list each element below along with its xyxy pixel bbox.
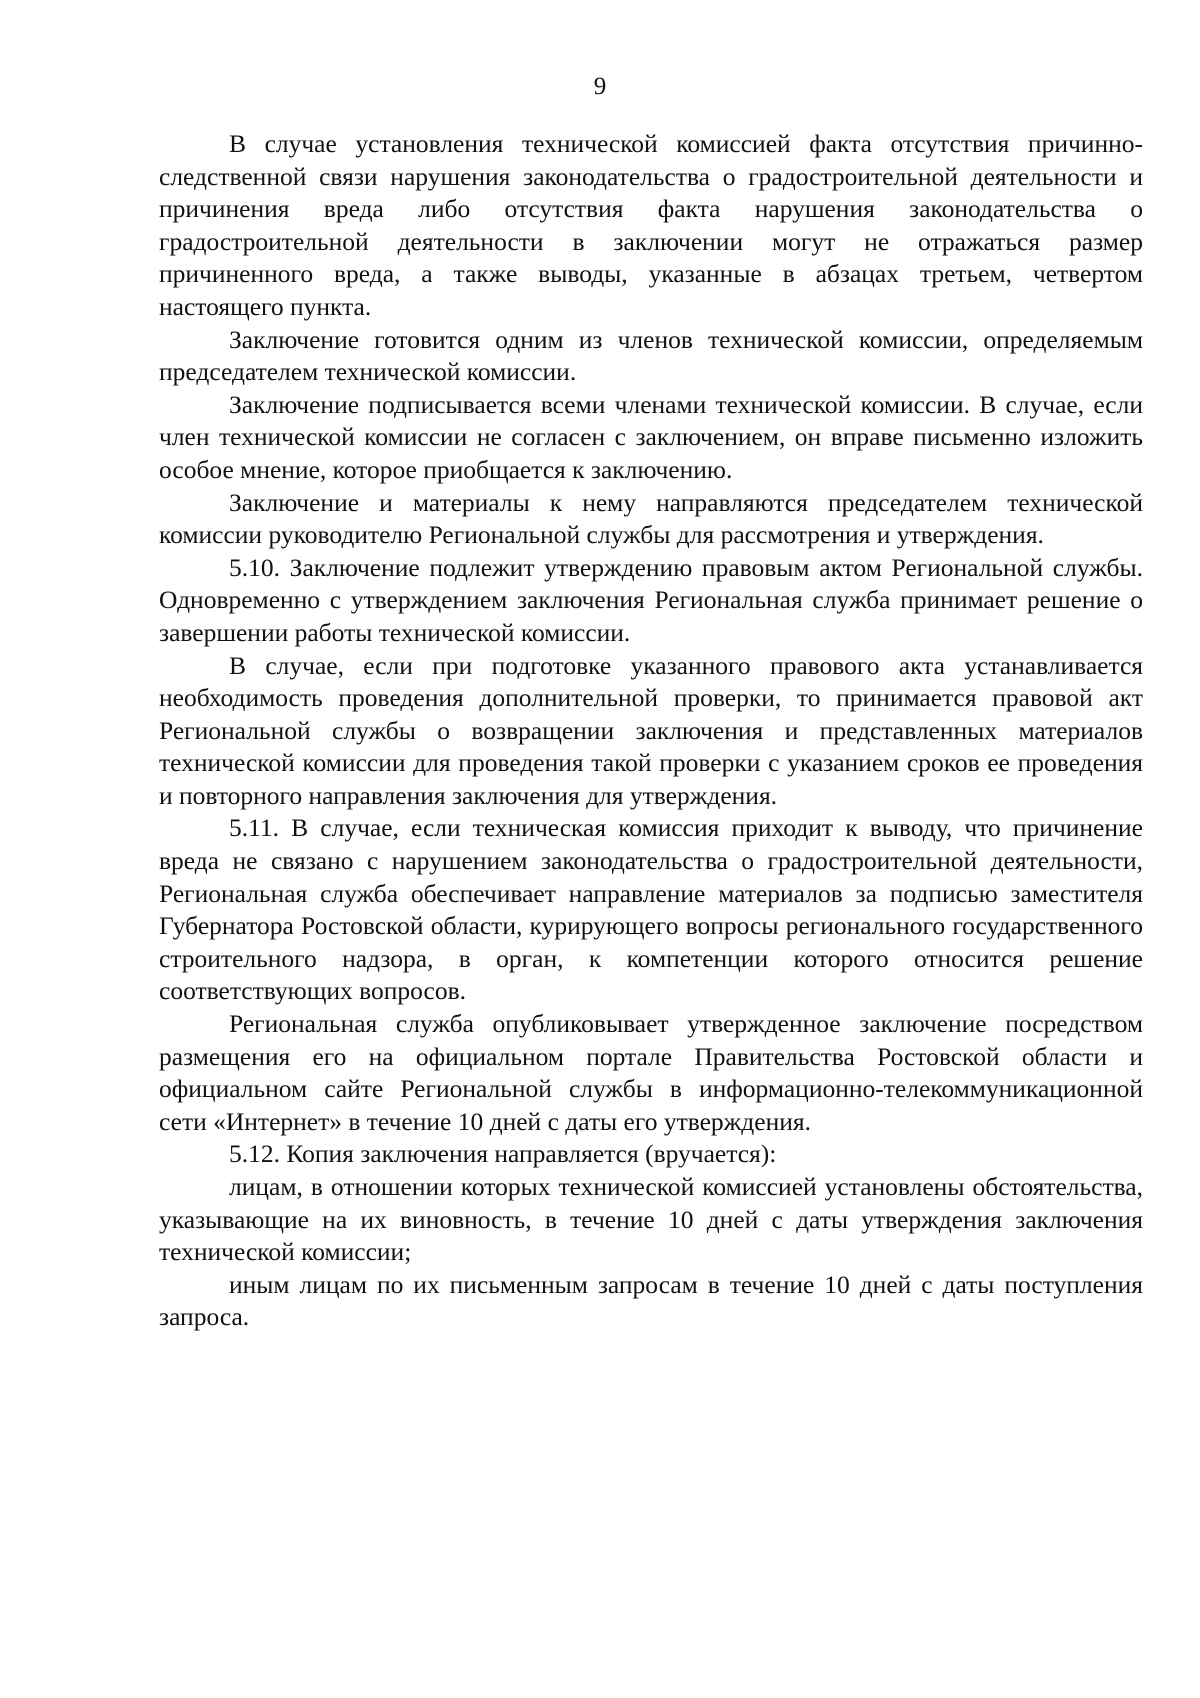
page-number: 9: [593, 73, 607, 100]
paragraph-5-11: 5.11. В случае, если техническая комиссия приходит к выводу, что причинение вреда не связано с нарушением законодательства о градостроительной деятельности, Региональная служба обеспечивает направление материалов за подписью заместителя Губернатора Ростовской области, курирующего вопросы регионального государственного строительного надзора, в орган, к компетенции которого относится решение соответствующих вопросов.: [159, 813, 1143, 1006]
paragraph-conclusion-signed: Заключение подписывается всеми членами технической комиссии. В случае, если член технической комиссии не согласен с заключением, он вправе письменно изложить особое мнение, которое приобщается к заключению.: [159, 389, 1143, 484]
paragraph-conclusion-sent: Заключение и материалы к нему направляются председателем технической комиссии руководителю Региональной службы для рассмотрения и утверждения.: [159, 487, 1143, 550]
paragraph-copy-to-others: иным лицам по их письменным запросам в течение 10 дней с даты поступления запроса.: [159, 1269, 1143, 1332]
paragraph-copy-to-culpable: лицам, в отношении которых технической комиссией установлены обстоятельства, указывающие на их виновность, в течение 10 дней с даты утверждения заключения технической комиссии;: [159, 1172, 1143, 1267]
paragraph-conclusion-prepared: Заключение готовится одним из членов технической комиссии, определяемым председателем технической комиссии.: [159, 324, 1143, 387]
paragraph-additional-check: В случае, если при подготовке указанного правового акта устанавливается необходимость проведения дополнительной проверки, то принимается правовой акт Региональной службы о возвращении заключения и представленных материалов технической комиссии для проведения такой проверки с указанием сроков ее проведения и повторного направления заключения для утверждения.: [159, 650, 1143, 810]
paragraph-no-causal-link: В случае установления технической комиссией факта отсутствия причинно-следственной связи нарушения законодательства о градостроительной деятельности и причинения вреда либо отсутствия факта нарушения законодательства о градостроительной деятельности в заключении могут не отражаться размер причиненного вреда, а также выводы, указанные в абзацах третьем, четвертом настоящего пункта.: [159, 129, 1143, 321]
paragraph-5-12: 5.12. Копия заключения направляется (вручается):: [229, 1139, 777, 1169]
paragraph-publication: Региональная служба опубликовывает утвержденное заключение посредством размещения его на официальном портале Правительства Ростовской области и официальном сайте Региональной службы в информационно-телекоммуникационной сети «Интернет» в течение 10 дней с даты его утверждения.: [159, 1009, 1143, 1136]
paragraph-5-10: 5.10. Заключение подлежит утверждению правовым актом Региональной службы. Одновременно с утверждением заключения Региональная служба принимает решение о завершении работы технической комиссии.: [159, 552, 1143, 647]
document-body: [159, 128, 1143, 1334]
